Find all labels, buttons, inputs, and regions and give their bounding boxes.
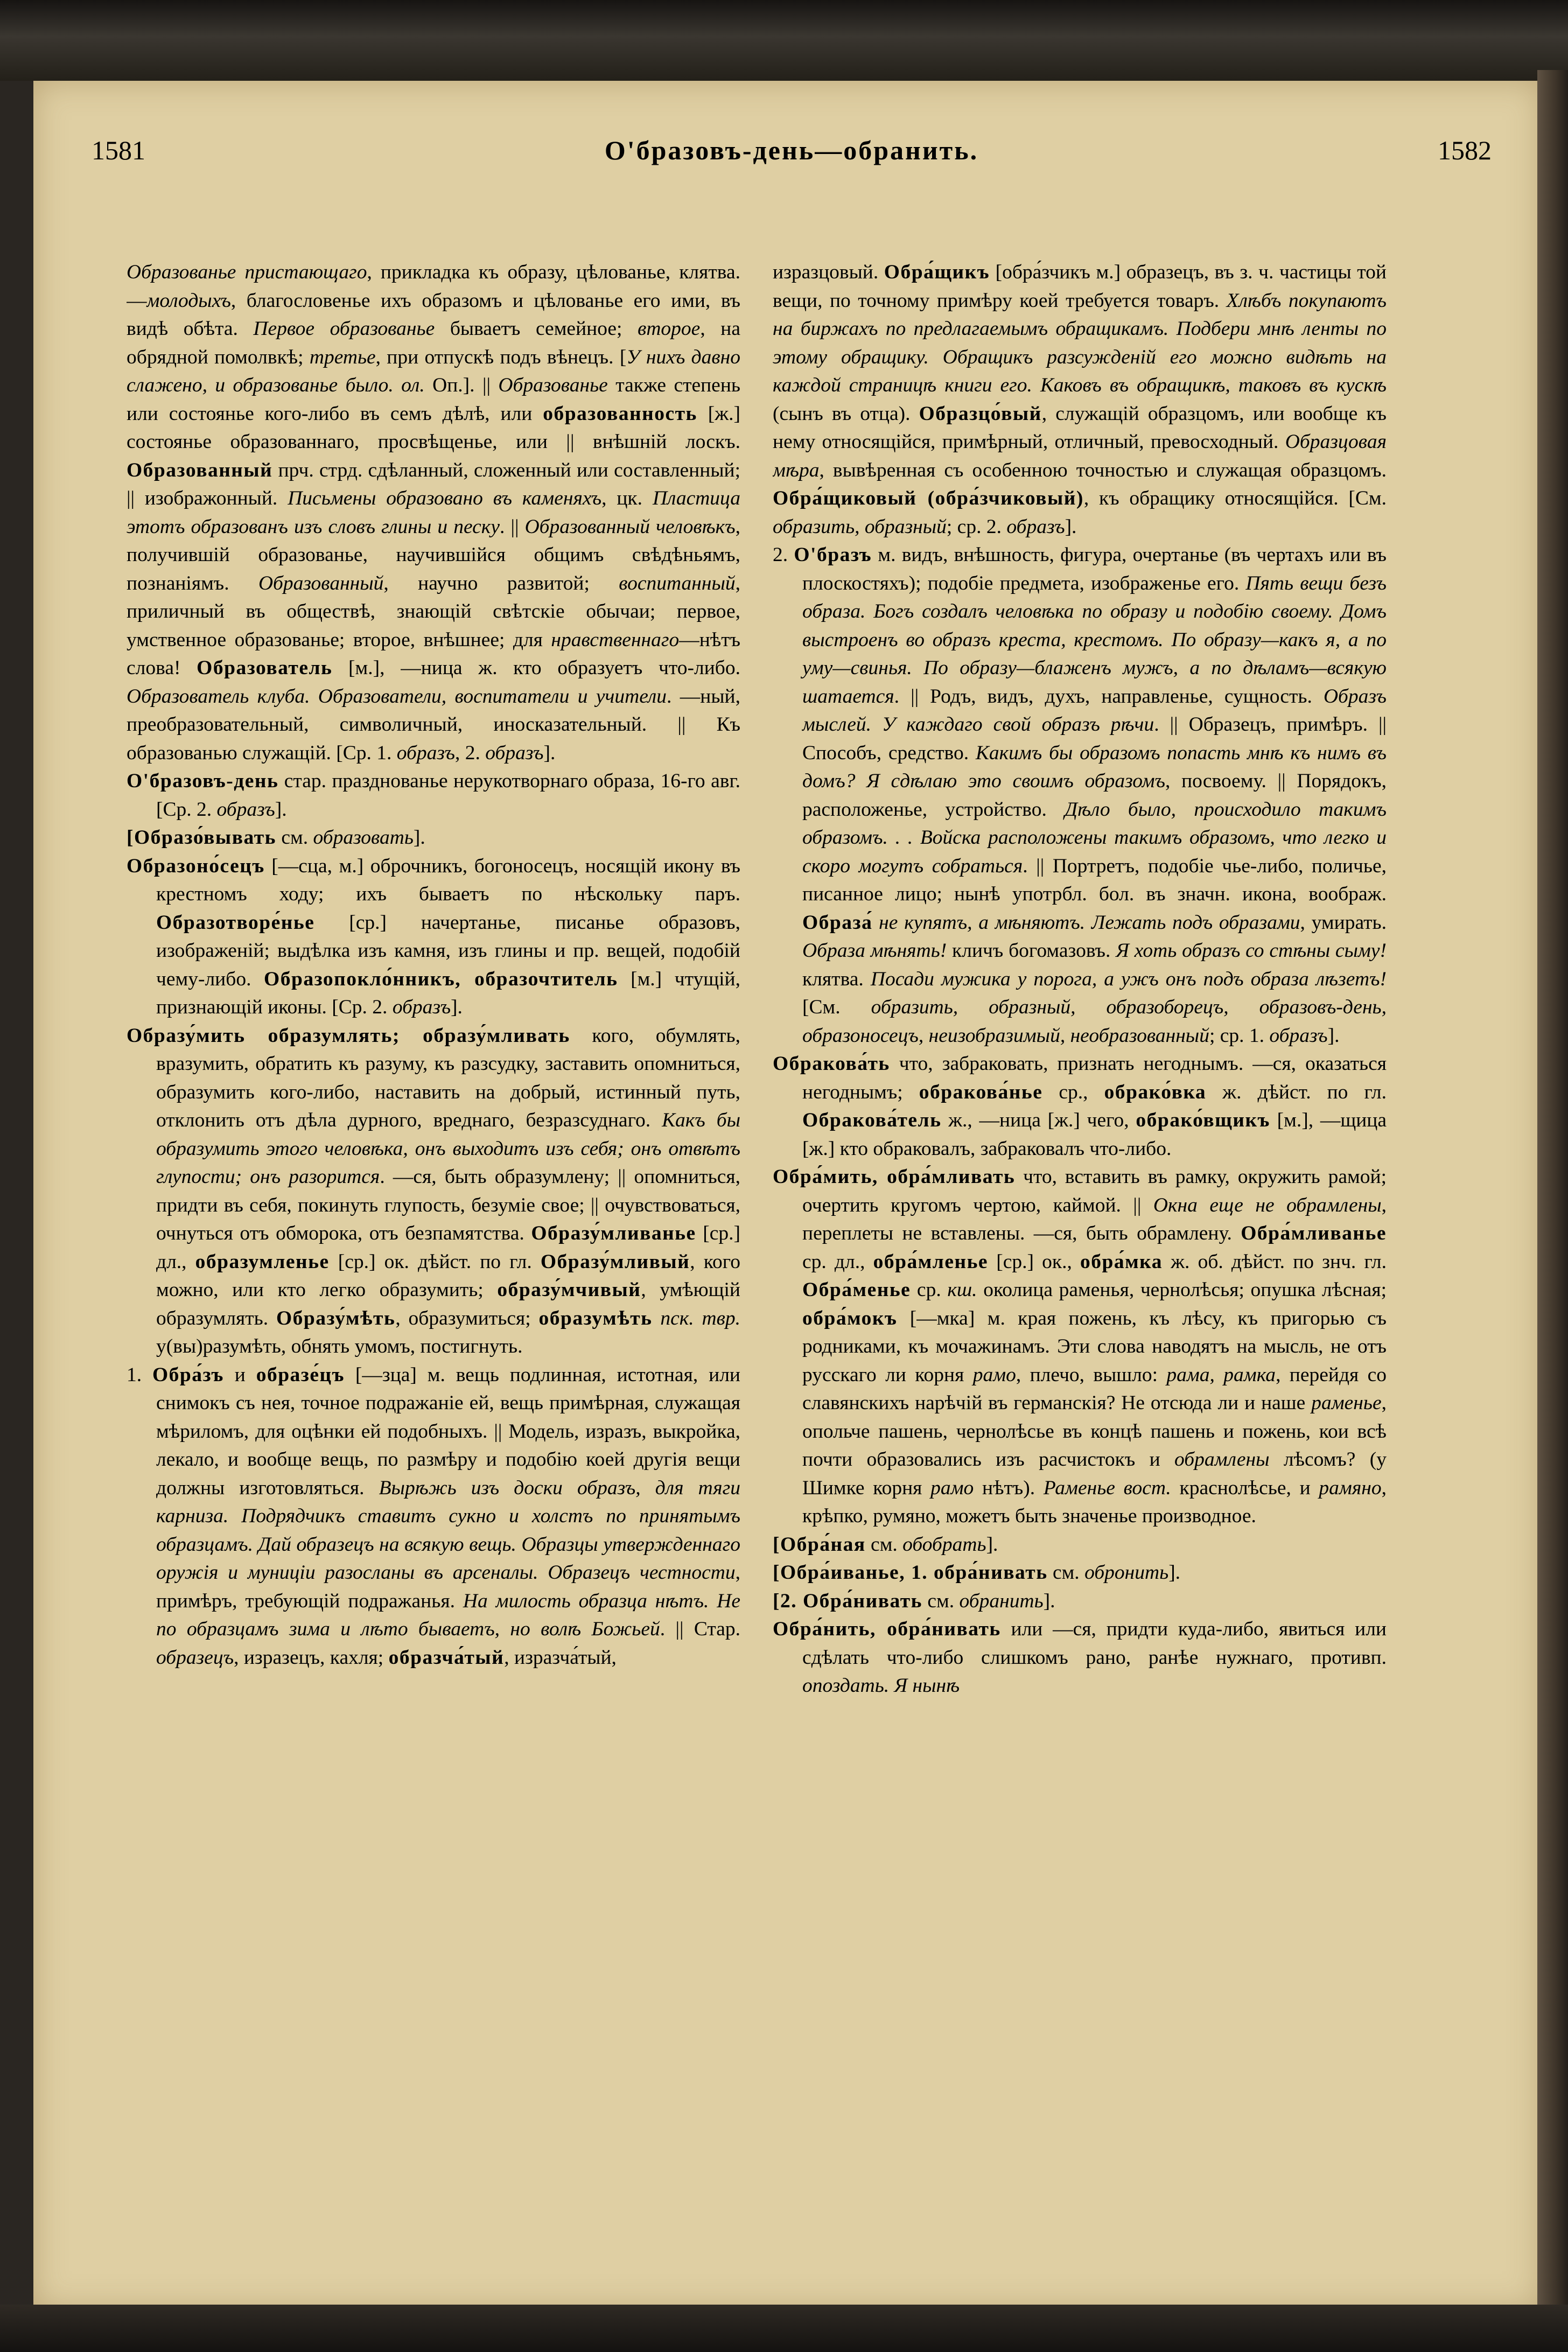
entry-text: ].	[986, 1533, 998, 1556]
entry-text: , къ обращику относящійся. [См.	[1083, 487, 1387, 509]
example-text: молодыхъ	[146, 289, 231, 312]
entry-text: . || Портретъ, подобіе чье-либо, поличье, писанное лицо; нынѣ употрбл. бол. въ значн. икона, воображ.	[802, 855, 1387, 905]
entry-text: [м.] чтущій, признающій иконы. [Ср. 2.	[156, 968, 740, 1018]
entry-text: , плечо, вышло:	[1016, 1363, 1167, 1386]
dictionary-entry	[773, 541, 1387, 1050]
entry-text: , благословенье ихъ образомъ и цѣлованье его ими, въ видѣ обѣта.	[127, 289, 740, 340]
headword: Образователь	[197, 657, 333, 679]
example-text: Пластица этотъ образованъ изъ словъ глины и песку	[127, 487, 740, 538]
entry-text: [обра́зчикъ м.] образецъ, въ з. ч. частицы той вещи, по точному примѣру коей требуется товаръ.	[773, 261, 1387, 312]
entry-text: ж., —ница [ж.] чего,	[941, 1109, 1136, 1131]
dictionary-entry	[127, 767, 740, 824]
example-text: кш.	[947, 1279, 977, 1301]
dictionary-entry	[773, 1050, 1387, 1163]
headword: образе́цъ	[256, 1363, 345, 1386]
entry-text: ].	[543, 741, 556, 764]
entry-text: ж. об. дѣйст. по знч. гл.	[1162, 1250, 1387, 1273]
example-text: Образцовая мѣра	[773, 431, 1387, 481]
headword: Образцо́вый	[919, 402, 1042, 425]
example-text: раменье	[1311, 1392, 1382, 1414]
example-text: второе	[638, 318, 701, 340]
headword: обрако́вка	[1104, 1081, 1207, 1103]
dictionary-entry	[127, 258, 740, 767]
entry-text: , на обрядной помолвкѣ;	[127, 318, 740, 368]
entry-text: кого, обумлять, вразумить, обратить къ разуму, къ разсудку, заставить опомниться, образумить кого-либо, наставить на добрый, истинный путь, отклонить отъ дѣла дурного, вреднаго, безразсуднаго.	[156, 1024, 740, 1131]
entry-text: 1.	[127, 1363, 153, 1386]
example-text: образъ	[396, 741, 455, 764]
entry-text: ж. дѣйст. по гл.	[1206, 1081, 1387, 1103]
headword: Образованный	[127, 459, 273, 481]
entry-text: см.	[1047, 1562, 1085, 1584]
entry-text: и	[223, 1363, 256, 1386]
headword: Образу́мить образумлять; образу́мливать	[127, 1024, 570, 1047]
entry-text: ].	[1168, 1562, 1181, 1584]
headword: обра́мокъ	[802, 1307, 898, 1329]
example-text: Какимъ бы образомъ попасть мнѣ къ нимъ въ домъ? Я сдѣлаю это своимъ образомъ	[802, 741, 1387, 792]
entry-text: , цк.	[601, 487, 653, 509]
entry-text: . ||	[499, 515, 525, 538]
example-text: образить, образный	[773, 515, 947, 538]
entry-text: , при отпускѣ подъ вѣнецъ. [	[375, 346, 627, 368]
entry-text: [ср.] дл.,	[156, 1222, 740, 1273]
entry-text: , крѣпко, румяно, можетъ быть значенье производное.	[802, 1476, 1387, 1527]
entry-text: [—мка] м. края пожень, къ лѣсу, къ пригорью съ родниками, къ мочажинамъ. Эти слова наводятъ на мысль, не отъ русскаго ли корня	[802, 1307, 1387, 1386]
entry-text: [м.], —щица [ж.] кто обраковалъ, забраковалъ что-либо.	[802, 1109, 1387, 1160]
entry-text: [м.], —ница ж. кто образуетъ что-либо.	[332, 657, 740, 679]
example-text: образецъ	[156, 1646, 234, 1669]
headword: [Обра́ная	[773, 1533, 866, 1556]
entry-text	[652, 1307, 660, 1329]
entry-text: что, забраковать, признать негоднымъ. —ся, оказаться негоднымъ;	[802, 1053, 1387, 1103]
entry-text: , изразецъ, кахля;	[234, 1646, 389, 1669]
headword: Обра́мливанье	[1241, 1222, 1387, 1244]
example-text: Дѣло было, происходило такимъ образомъ. . . Войска расположены такимъ образомъ, что легко и скоро могутъ собраться	[802, 798, 1387, 877]
dictionary-entry	[773, 1615, 1387, 1700]
entry-text: . || Стар.	[660, 1618, 740, 1640]
entry-text: ср.	[911, 1279, 948, 1301]
entry-text: , перейдя со славянскихъ нарѣчій въ германскія? Не отсюда ли и наше	[802, 1363, 1387, 1414]
headword: Образа́	[802, 911, 873, 934]
entry-text: , 2.	[454, 741, 486, 764]
headword: [Образо́вывать	[127, 827, 276, 849]
entry-text: , образумиться;	[395, 1307, 539, 1329]
page-number-left: 1581	[92, 135, 145, 165]
entry-text: , умѣющій образумлять.	[156, 1279, 740, 1329]
example-text: У нихъ давно слажено, и образованье было. ол.	[127, 346, 740, 396]
headword: Образу́мливанье	[531, 1222, 696, 1244]
example-text: Хлѣбъ покупаютъ на биржахъ по предлагаемымъ обращикамъ. Подбери мнѣ ленты по этому обращику. Обращикъ разсужденій его можно видѣть на каждой страницѣ книги его. Каковъ въ обращикѣ, таковъ въ кускѣ	[773, 289, 1387, 396]
entry-text: [ж.] состоянье образованнаго, просвѣщенье, или || внѣшній лоскъ.	[127, 402, 740, 453]
headword: Обра́менье	[802, 1279, 911, 1301]
example-text: Письмены образовано въ каменяхъ	[288, 487, 602, 509]
example-text: образить, образный, образоборецъ, образовъ-день, образоносецъ, неизобразимый, необразованный	[802, 996, 1387, 1047]
headword: Обракова́ть	[773, 1053, 890, 1075]
example-text: Какъ бы образумить этого человѣка, онъ выходитъ изъ себя; онъ отвѣтъ глупости; онъ разорится	[156, 1109, 740, 1188]
entry-text: ].	[275, 798, 287, 821]
right-column	[773, 258, 1387, 2181]
example-text: Образъ мыслей. У каждаго свой образъ рѣчи	[802, 685, 1387, 736]
example-text: образъ	[1006, 515, 1065, 538]
entry-text: , переплеты не вставлены. —ся, быть обрамлену.	[802, 1194, 1387, 1244]
example-text: обрамлены	[1174, 1448, 1270, 1471]
headword: Обра́мить, обра́мливать	[773, 1166, 1016, 1188]
entry-text: [—зца] м. вещь подлинная, истотная, или снимокъ съ нея, точное подражаніе ей, вещь примѣрная, служащая мѣриломъ, для оцѣнки ей подобныхъ. || Модель, изразъ, выкройка, лекало, и вообще вещь, по размѣру и подобію коей другія вещи должны изготовляться.	[156, 1363, 740, 1499]
example-text: Посади мужика у порога, а ужъ онъ подъ образа лѣзетъ!	[870, 968, 1387, 990]
entry-text: изразцовый.	[773, 261, 884, 283]
entry-text: ].	[1327, 1024, 1340, 1047]
headword: образумленье	[195, 1250, 330, 1273]
entry-text: . || Образецъ, примѣръ. || Способъ, средство.	[802, 713, 1387, 764]
headword: обрако́вщикъ	[1136, 1109, 1270, 1131]
entry-text: , прикладка къ образу, цѣлованье, клятва. —	[127, 261, 740, 312]
example-text: обобрать	[902, 1533, 986, 1556]
example-text: обронить	[1084, 1562, 1169, 1584]
entry-text: у(вы)разумѣть, обнять умомъ, постигнуть.	[156, 1335, 523, 1357]
dictionary-entry	[773, 1163, 1387, 1531]
example-text: рамо	[972, 1363, 1016, 1386]
entry-text: стар. празднованье нерукотворнаго образа, 16-го авг. [Ср. 2.	[156, 770, 740, 821]
entry-text: нѣтъ).	[974, 1476, 1044, 1499]
entry-text: [ср.] ок. дѣйст. по гл.	[329, 1250, 541, 1273]
scan-top-background	[0, 0, 1568, 81]
dictionary-entry	[127, 1022, 740, 1361]
example-text: рамяно	[1319, 1476, 1382, 1499]
entry-text: что, вставить въ рамку, окружить рамой; очертить кругомъ чертою, каймой. ||	[802, 1166, 1387, 1216]
dictionary-entry	[127, 1361, 740, 1672]
dictionary-entry	[773, 258, 1387, 541]
dictionary-entry	[773, 1531, 1387, 1559]
headword: Образопокло́нникъ, образочтитель	[264, 968, 618, 990]
entry-text: —нѣтъ слова!	[127, 628, 740, 679]
example-text: образовать	[313, 827, 414, 849]
example-text: Окна еще не обрамлены	[1153, 1194, 1382, 1216]
page-header	[92, 135, 1492, 178]
entry-text: , изразча́тый,	[504, 1646, 617, 1669]
headword: обра́мленье	[873, 1250, 989, 1273]
headword: Образу́мливый	[540, 1250, 690, 1273]
entry-text: , посвоему. || Порядокъ, расположенье, устройство.	[802, 770, 1387, 821]
entry-text: 2.	[773, 544, 794, 566]
entry-text: см.	[276, 827, 313, 849]
entry-text: ].	[451, 996, 463, 1018]
example-text: образъ	[1269, 1024, 1328, 1047]
example-text: образъ	[485, 741, 544, 764]
entry-text: . || Родъ, видъ, духъ, направленье, сущность.	[894, 685, 1324, 708]
entry-text: или —ся, придти куда-либо, явиться или сдѣлать что-либо слишкомъ рано, ранѣе нужнаго, противп.	[802, 1618, 1387, 1669]
headword: Образу́мѣть	[276, 1307, 396, 1329]
page-number-right: 1582	[1438, 135, 1492, 165]
entry-text: , вывѣренная съ особенною точностью и служащая образцомъ.	[819, 459, 1387, 481]
headword: обра́мка	[1080, 1250, 1163, 1273]
headword: Обра́нить, обра́нивать	[773, 1618, 1001, 1640]
entry-text: , получившій образованье, научившійся общимъ свѣдѣньямъ, познаніямъ.	[127, 515, 740, 594]
entry-text: ср. дл.,	[802, 1250, 873, 1273]
entry-text: , опольче пашень, чернолѣсье въ концѣ пашень и пожень, кои всѣ почти образовались изъ расчистокъ и	[802, 1392, 1387, 1471]
example-text: Образованье пристающаго	[127, 261, 367, 283]
headword: Обракова́тель	[802, 1109, 942, 1131]
entry-text: [ср.] начертанье, писанье образовъ, изображеній; выдѣлка изъ камня, изъ глины и пр. вещей, подобій чему-либо.	[156, 911, 740, 990]
entry-text: прч. стрд. сдѣланный, сложенный или составленный; || изображонный.	[127, 459, 740, 509]
headword: образованность	[543, 402, 697, 425]
example-text: Образованный	[258, 572, 384, 594]
entry-text: [—сца, м.] оброчникъ, богоносецъ, носящій икону въ крестномъ ходу; ихъ бываетъ по нѣскольку паръ.	[156, 855, 740, 905]
example-text: Раменье вост.	[1043, 1476, 1171, 1499]
entry-text: кличъ богомазовъ.	[947, 940, 1116, 962]
example-text: нравственнаго	[551, 628, 680, 651]
headword: Образоно́сецъ	[127, 855, 265, 877]
entry-text: , умирать.	[1300, 911, 1387, 934]
entry-text: ; ср. 2.	[946, 515, 1007, 538]
entry-text: околица раменья, чернолѣсья; опушка лѣсная;	[977, 1279, 1387, 1301]
page-edge	[1537, 70, 1568, 2315]
example-text: На милость образца нѣтъ. Не по образцамъ зима и лѣто бываетъ, но волѣ Божьей	[156, 1590, 740, 1640]
entry-text: ср.,	[1042, 1081, 1104, 1103]
headword: О'бразъ	[794, 544, 872, 566]
example-text: Пять вещи безъ образа. Богъ создалъ человѣка по образу и подобію своему. Домъ выстроенъ во образъ креста, крестомъ. По образу—какъ я, а по уму—свинья. По образу—блаженъ мужъ, а по дѣламъ—всякую шатается	[802, 572, 1387, 708]
entry-text: (сынъ въ отца).	[773, 402, 919, 425]
entry-text: м. видъ, внѣшность, фигура, очертанье (въ чертахъ или въ плоскостяхъ); подобіе предмета, изображенье его.	[802, 544, 1387, 594]
entry-text: , научно развитой;	[383, 572, 619, 594]
entry-text: Оп.]. ||	[424, 374, 499, 396]
headword: Обра́щикъ	[884, 261, 990, 283]
entry-text: . —ся, быть образумлену; || опомниться, придти въ себя, покинуть глупость, безумie свое; || очувствоваться, очнуться отъ обморока, отъ безпамятства.	[156, 1166, 740, 1244]
headword: образча́тый	[388, 1646, 505, 1669]
dictionary-entry	[127, 852, 740, 1022]
dictionary-entry	[773, 1587, 1387, 1616]
left-column	[127, 258, 740, 2181]
example-text: рамо	[930, 1476, 974, 1499]
entry-text: ].	[1043, 1590, 1055, 1612]
example-text: Образователь клуба. Образователи, воспитатели и учители	[127, 685, 667, 708]
headword: образу́мчивый	[497, 1279, 641, 1301]
entry-text: [См.	[802, 996, 871, 1018]
example-text: опоздать. Я нынѣ	[802, 1675, 960, 1697]
scan-bottom-background	[0, 2305, 1568, 2352]
example-text: Образа мѣнять!	[802, 940, 947, 962]
headword: Обра́зъ	[152, 1363, 224, 1386]
dictionary-entry	[127, 824, 740, 852]
example-text: Образованный человѣкъ	[524, 515, 736, 538]
entry-text: клятва.	[802, 968, 871, 990]
example-text: Первое образованье	[253, 318, 435, 340]
entry-text: см.	[922, 1590, 960, 1612]
entry-text	[872, 912, 879, 934]
entry-text: ].	[1065, 515, 1077, 538]
dictionary-entry	[773, 1559, 1387, 1587]
entry-text: , служащій образцомъ, или вообще къ нему относящійся, примѣрный, отличный, превосходный.	[773, 402, 1387, 453]
running-head: О'бразовъ-день—обранить.	[604, 135, 979, 165]
example-text: Я хоть образъ со стѣны сыму!	[1116, 940, 1387, 962]
entry-text: также степень или состоянье кого-либо въ семъ дѣлѣ, или	[127, 374, 740, 425]
entry-text: , приличный въ обществѣ, знающій свѣтскіе обычаи; первое, умственное образованье; второе, внѣшнее; для	[127, 572, 740, 651]
headword: Обра́щиковый (обра́зчиковый)	[773, 487, 1084, 509]
headword: обракова́нье	[919, 1081, 1043, 1103]
example-text: Вырѣжь изъ доски образъ, для тяги карниза. Подрядчикъ ставитъ сукно и холстъ по принятымъ образцамъ. Дай образецъ на всякую вещь. Образцы утвержденнаго оружія и муниціи разосланы въ арсеналы. Образецъ честности	[156, 1476, 740, 1584]
entry-text: ].	[413, 827, 425, 849]
headword: О'бразовъ-день	[127, 770, 279, 792]
example-text: не купятъ, а мѣняютъ. Лежать подъ образами	[879, 911, 1300, 934]
entry-text: ; ср. 1.	[1209, 1024, 1270, 1047]
example-text: третье	[309, 346, 376, 368]
headword: [2. Обра́нивать	[773, 1590, 923, 1612]
entry-text: , кого можно, или кто легко образумить;	[156, 1250, 740, 1301]
entry-text: . —ный, преобразовательный, символичный, иносказательный. || Къ образованью служащій. [Ср. 1.	[127, 685, 740, 764]
entry-text: [ср.] ок.,	[988, 1250, 1081, 1273]
entry-text: краснолѣсье, и	[1171, 1476, 1319, 1499]
example-text: обранить	[959, 1590, 1044, 1612]
entry-text: , примѣръ, требующій подражанья.	[156, 1562, 740, 1612]
entry-text: бываетъ семейное;	[435, 318, 638, 340]
example-text: образъ	[392, 996, 451, 1018]
example-text: Образованье	[498, 374, 608, 396]
headword: образумѣть	[538, 1307, 653, 1329]
example-text: образъ	[216, 798, 275, 821]
example-text: рама, рамка	[1166, 1363, 1276, 1386]
entry-text: см.	[865, 1533, 903, 1556]
example-text: воспитанный	[619, 572, 736, 594]
example-text: пск. твр.	[660, 1307, 740, 1329]
headword: [Обра́иванье, 1. обра́нивать	[773, 1562, 1048, 1584]
headword: Образотворе́нье	[156, 911, 315, 934]
entry-text: лѣсомъ? (у Шимке корня	[802, 1448, 1387, 1499]
